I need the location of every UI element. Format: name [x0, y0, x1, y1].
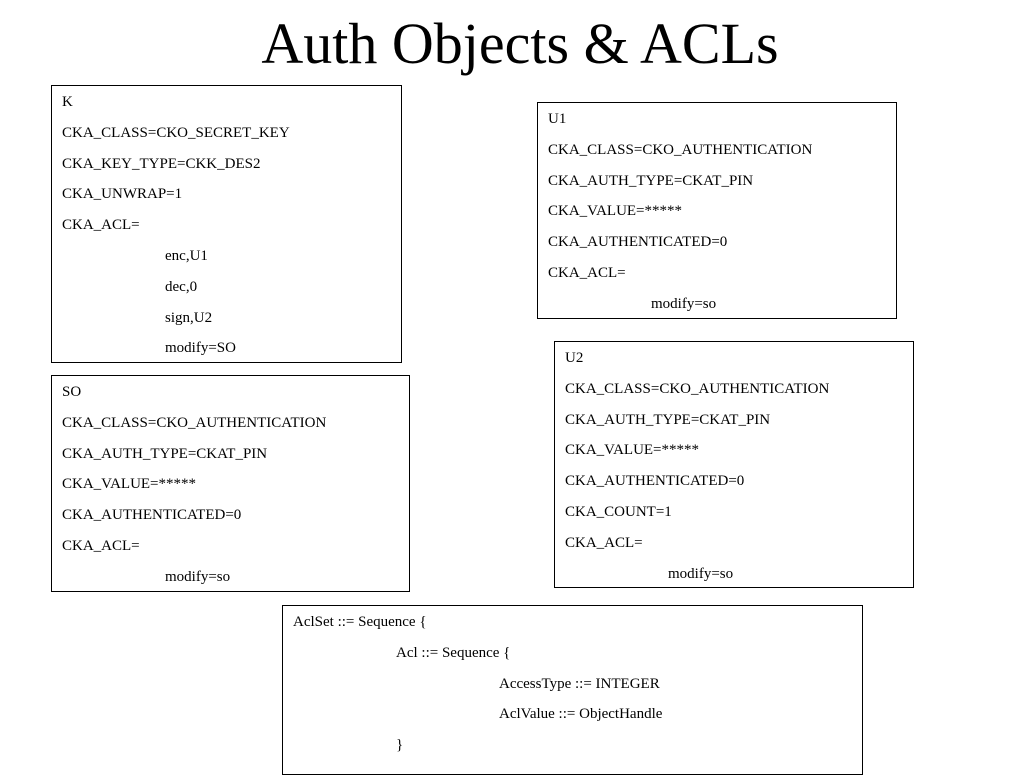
attribute-line: CKA_ACL= — [565, 534, 643, 551]
attribute-line: CKA_ACL= — [548, 264, 626, 281]
so-auth-object-box — [51, 375, 410, 592]
attribute-line: CKA_AUTHENTICATED=0 — [548, 234, 728, 251]
asn1-line: AclSet ::= Sequence { — [293, 614, 427, 630]
attribute-line: CKA_VALUE=***** — [548, 203, 683, 220]
asn1-line: } — [396, 737, 404, 754]
attribute-line: CKA_CLASS=CKO_AUTHENTICATION — [565, 380, 830, 397]
attribute-line: CKA_VALUE=***** — [62, 476, 197, 493]
attribute-line: CKA_AUTH_TYPE=CKAT_PIN — [565, 411, 771, 428]
object-name: SO — [62, 384, 82, 400]
attribute-line: CKA_CLASS=CKO_AUTHENTICATION — [62, 414, 327, 431]
attribute-line: CKA_CLASS=CKO_AUTHENTICATION — [548, 141, 813, 158]
acl-entry: modify=so — [165, 568, 231, 585]
acl-entry: enc,U1 — [165, 247, 208, 264]
attribute-line: CKA_CLASS=CKO_SECRET_KEY — [62, 124, 290, 141]
asn1-line: AccessType ::= INTEGER — [499, 675, 660, 692]
acl-entry: modify=SO — [165, 340, 236, 357]
attribute-line: CKA_ACL= — [62, 537, 140, 554]
attribute-line: CKA_KEY_TYPE=CKK_DES2 — [62, 155, 261, 172]
object-name: K — [62, 94, 73, 110]
attribute-line: CKA_AUTHENTICATED=0 — [62, 507, 242, 524]
attribute-line: CKA_AUTH_TYPE=CKAT_PIN — [62, 445, 268, 462]
asn1-line: AclValue ::= ObjectHandle — [499, 706, 663, 723]
slide-title: Auth Objects & ACLs — [261, 11, 779, 76]
u2-auth-object-box — [554, 341, 914, 588]
attribute-line: CKA_AUTH_TYPE=CKAT_PIN — [548, 172, 754, 189]
acl-entry: sign,U2 — [165, 309, 213, 326]
u1-auth-object-box — [537, 102, 897, 319]
attribute-line: CKA_ACL= — [62, 217, 140, 234]
asn1-line: Acl ::= Sequence { — [396, 644, 511, 661]
acl-entry: modify=so — [668, 565, 734, 582]
attribute-line: CKA_COUNT=1 — [565, 503, 672, 520]
acl-entry: dec,0 — [165, 278, 198, 295]
object-name: U2 — [565, 350, 584, 366]
acl-entry: modify=so — [651, 295, 717, 312]
attribute-line: CKA_AUTHENTICATED=0 — [565, 473, 745, 490]
attribute-line: CKA_VALUE=***** — [565, 442, 700, 459]
aclset-definition-box — [282, 605, 863, 775]
object-name: U1 — [548, 111, 567, 127]
attribute-line: CKA_UNWRAP=1 — [62, 186, 183, 203]
key-object-box — [51, 85, 402, 363]
